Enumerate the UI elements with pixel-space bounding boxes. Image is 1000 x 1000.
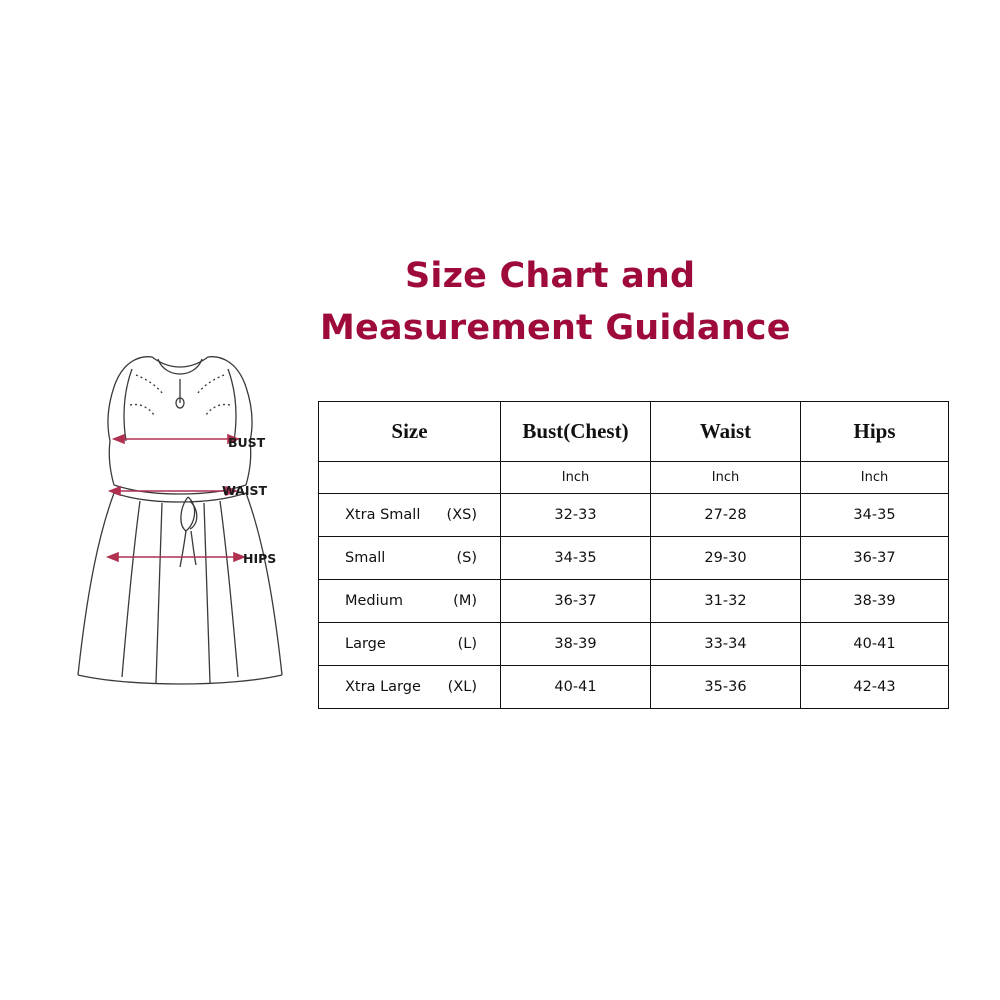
column-header-size: Size: [319, 402, 501, 462]
row-size-label: [319, 666, 501, 709]
row-hips-value: 40-41: [801, 623, 949, 666]
size-code: (XL): [447, 679, 477, 695]
row-bust-value: 34-35: [501, 537, 651, 580]
label-waist: WAIST: [222, 483, 268, 498]
unit-cell-bust: Inch: [501, 462, 651, 494]
row-hips-value: 42-43: [801, 666, 949, 709]
size-name: Medium: [345, 593, 403, 609]
page-title-line-2: Measurement Guidance: [320, 308, 791, 348]
unit-cell-waist: Inch: [651, 462, 801, 494]
row-waist-value: 31-32: [651, 580, 801, 623]
row-hips-value: 36-37: [801, 537, 949, 580]
label-bust: BUST: [228, 435, 266, 450]
table-row: [319, 623, 949, 666]
row-bust-value: 36-37: [501, 580, 651, 623]
size-code: (XS): [446, 507, 477, 523]
size-name: Xtra Large: [345, 679, 421, 695]
row-waist-value: 35-36: [651, 666, 801, 709]
size-name: Large: [345, 636, 386, 652]
table-units-row: [319, 462, 949, 494]
table-row: [319, 666, 949, 709]
unit-cell-size: [319, 462, 501, 494]
table-row: [319, 537, 949, 580]
size-name: Small: [345, 550, 386, 566]
table-row: [319, 580, 949, 623]
row-size-label: [319, 494, 501, 537]
size-code: (L): [457, 636, 477, 652]
table-header-row: [319, 402, 949, 462]
size-code: (M): [453, 593, 477, 609]
row-bust-value: 32-33: [501, 494, 651, 537]
row-size-label: [319, 580, 501, 623]
label-hips: HIPS: [243, 551, 277, 566]
column-header-hips: Hips: [801, 402, 949, 462]
table-row: [319, 494, 949, 537]
row-hips-value: 38-39: [801, 580, 949, 623]
dress-measurement-illustration: [70, 345, 300, 690]
row-hips-value: 34-35: [801, 494, 949, 537]
size-code: (S): [456, 550, 477, 566]
row-waist-value: 27-28: [651, 494, 801, 537]
size-name: Xtra Small: [345, 507, 421, 523]
row-bust-value: 38-39: [501, 623, 651, 666]
unit-cell-hips: Inch: [801, 462, 949, 494]
row-waist-value: 33-34: [651, 623, 801, 666]
row-bust-value: 40-41: [501, 666, 651, 709]
size-chart-table: [318, 401, 949, 709]
column-header-bust: Bust(Chest): [501, 402, 651, 462]
page-title-line-1: Size Chart and: [405, 256, 696, 296]
row-size-label: [319, 537, 501, 580]
page-title: [300, 250, 900, 354]
row-waist-value: 29-30: [651, 537, 801, 580]
row-size-label: [319, 623, 501, 666]
column-header-waist: Waist: [651, 402, 801, 462]
